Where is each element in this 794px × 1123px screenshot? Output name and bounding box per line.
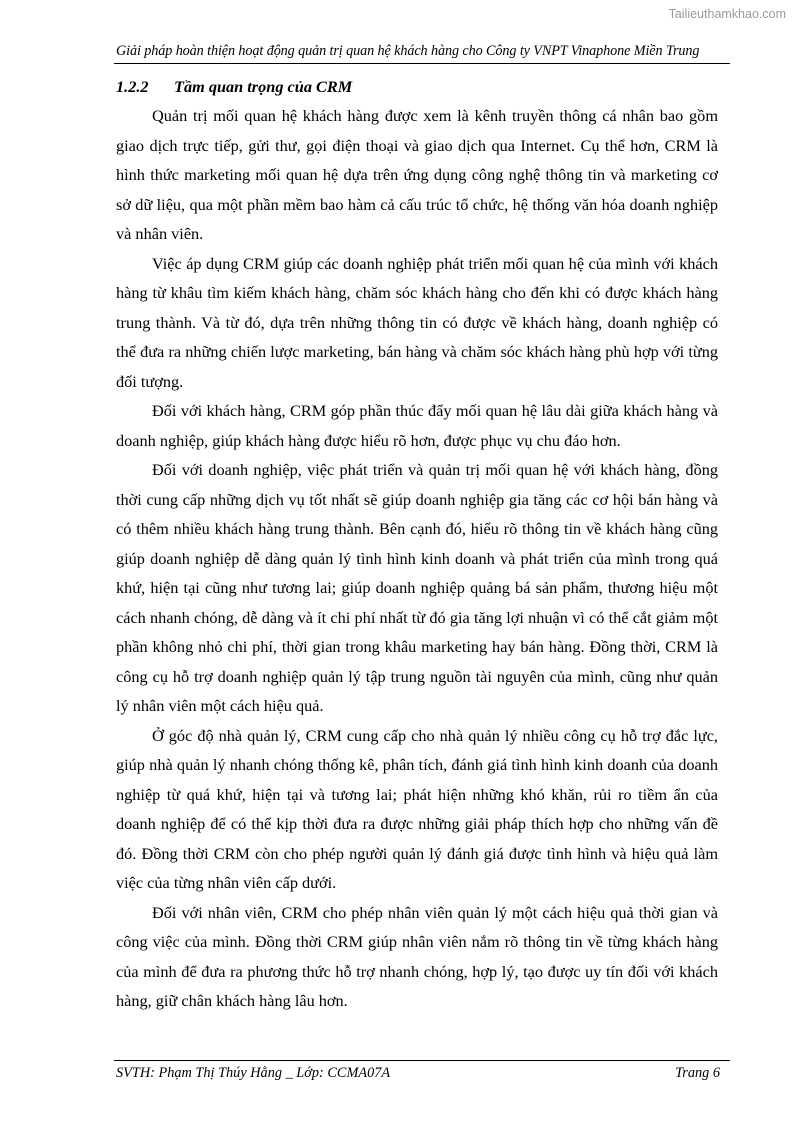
running-header: Giải pháp hoàn thiện hoạt động quản trị quan hệ khách hàng cho Công ty VNPT Vinaphone Miền Trung <box>116 43 700 59</box>
paragraph: Việc áp dụng CRM giúp các doanh nghiệp phát triển mối quan hệ của mình với khách hàng từ khâu tìm kiếm khách hàng, chăm sóc khách hàng cho đến khi có được khách hàng trung thành. Và từ đó, dựa trên những thông tin có được về khách hàng, doanh nghiệp có thể đưa ra những chiến lược marketing, bán hàng và chăm sóc khách hàng phù hợp với từng đối tượng. <box>116 253 718 391</box>
paragraph: Đối với nhân viên, CRM cho phép nhân viên quản lý một cách hiệu quả thời gian và công việc của mình. Đồng thời CRM giúp nhân viên nắm rõ thông tin về từng khách hàng của mình để đưa ra phương thức hỗ trợ nhanh chóng, hợp lý, tạo được uy tín đối với khách hàng, giữ chân khách hàng lâu hơn. <box>116 902 718 1010</box>
paragraph: Quản trị mối quan hệ khách hàng được xem là kênh truyền thông cá nhân bao gồm giao dịch trực tiếp, gửi thư, gọi điện thoại và giao dịch qua Internet. Cụ thể hơn, CRM là hình thức marketing mối quan hệ dựa trên ứng dụng công nghệ thông tin và marketing cơ sở dữ liệu, qua một phần mềm bao hàm cả cấu trúc tổ chức, hệ thống văn hóa doanh nghiệp và nhân viên. <box>116 106 718 243</box>
footer-divider <box>114 1060 730 1061</box>
header-divider <box>114 63 730 64</box>
paragraph: Đối với doanh nghiệp, việc phát triển và quản trị mối quan hệ với khách hàng, đồng thời cung cấp những dịch vụ tốt nhất sẽ giúp doanh nghiệp gia tăng các cơ hội bán hàng và có thêm nhiều khách hàng trung thành. Bên cạnh đó, hiểu rõ thông tin về khách hàng cũng giúp doanh nghiệp dễ dàng quản lý tình hình kinh doanh và phát triển của mình trong quá khứ, hiện tại cũng như tương lai; giúp doanh nghiệp quảng bá sản phẩm, thương hiệu một cách nhanh chóng, dễ dàng và ít chi phí nhất từ đó gia tăng lợi nhuận vì có thể cắt giảm một phần không nhỏ chi phí, thời gian trong khâu marketing hay bán hàng. Đồng thời, CRM là công cụ hỗ trợ doanh nghiệp quản lý tập trung nguồn tài nguyên của mình, cũng như quản lý nhân viên một cách hiệu quả. <box>116 460 718 715</box>
section-title: Tầm quan trọng của CRM <box>174 77 353 96</box>
page-number: Trang 6 <box>675 1065 720 1081</box>
paragraph: Đối với khách hàng, CRM góp phần thúc đẩy mối quan hệ lâu dài giữa khách hàng và doanh nghiệp, giúp khách hàng được hiểu rõ hơn, được phục vụ chu đáo hơn. <box>116 401 718 450</box>
section-number: 1.2.2 <box>116 77 149 96</box>
watermark-text: Tailieuthamkhao.com <box>668 7 786 21</box>
footer-student-info: SVTH: Phạm Thị Thúy Hằng _ Lớp: CCMA07A <box>116 1065 391 1081</box>
body-text <box>116 101 718 1016</box>
paragraph: Ở góc độ nhà quản lý, CRM cung cấp cho nhà quản lý nhiều công cụ hỗ trợ đắc lực, giúp nhà quản lý nhanh chóng thống kê, phân tích, đánh giá tình hình kinh doanh của doanh nghiệp từ quá khứ, hiện tại và tương lai; phát hiện những khó khăn, rủi ro tiềm ẩn của doanh nghiệp để có thể kịp thời đưa ra được những giải pháp thích hợp cho những vấn đề đó. Đồng thời CRM còn cho phép người quản lý đánh giá được tình hình và hiệu quả làm việc của từng nhân viên cấp dưới. <box>116 725 718 892</box>
section-heading <box>116 77 352 97</box>
